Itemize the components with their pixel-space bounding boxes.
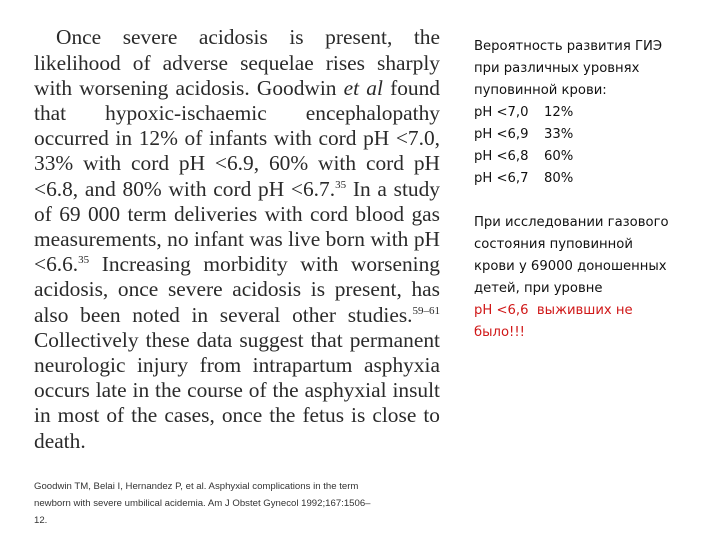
russian-summary bbox=[474, 36, 710, 344]
excerpt-part-1: found that hypoxic-ischaemic encephalopathy occurred in 12% of infants with cord pH <7.0, 33% with cord pH <6.9, 60% with cord pH <6.8, and 80% with cord pH <6.7. bbox=[34, 75, 440, 201]
summary-intro-line: Вероятность развития ГИЭ bbox=[474, 39, 663, 54]
ph-label: pH <7,0 bbox=[474, 105, 529, 120]
summary-highlight-line: pH <6,6 выживших не bbox=[474, 303, 633, 318]
reference-35-b: 35 bbox=[78, 254, 90, 267]
summary-study-line: состояния пуповинной bbox=[474, 237, 633, 252]
reference-35-a: 35 bbox=[335, 178, 347, 191]
summary-study-line: При исследовании газового bbox=[474, 215, 669, 230]
summary-study-line: крови у 69000 доношенных bbox=[474, 259, 667, 274]
excerpt-part-2: In a study of 69 000 term deliveries with cord blood gas measurements, no infant was live born with pH <6.6. bbox=[34, 176, 440, 277]
ph-row bbox=[474, 102, 710, 124]
excerpt-part-3: Increasing morbidity with worsening acidosis, once severe acidosis is present, has also been noted in several other studies. bbox=[34, 252, 440, 327]
ph-value: 80% bbox=[544, 171, 574, 186]
excerpt-et-al: et al bbox=[343, 75, 383, 100]
ph-label: pH <6,9 bbox=[474, 127, 529, 142]
ph-value: 60% bbox=[544, 149, 574, 164]
ph-label: pH <6,7 bbox=[474, 171, 529, 186]
ph-row bbox=[474, 168, 710, 190]
summary-highlight-line: было!!! bbox=[474, 325, 525, 340]
reference-59-61: 59–61 bbox=[412, 304, 440, 317]
ph-row bbox=[474, 124, 710, 146]
summary-study-line: детей, при уровне bbox=[474, 281, 603, 296]
scanned-excerpt bbox=[30, 0, 444, 453]
excerpt-paragraph bbox=[34, 25, 440, 453]
summary-intro-line: при различных уровнях bbox=[474, 61, 640, 76]
ph-value: 33% bbox=[544, 127, 574, 142]
citation: Goodwin TM, Belai I, Hernandez P, et al. Asphyxial complications in the term newborn with severe umbilical acidemia. Am J Obstet Gynecol 1992;167:1506–12. bbox=[34, 481, 371, 526]
ph-row bbox=[474, 146, 710, 168]
excerpt-part-4: Collectively these data suggest that permanent neurologic injury from intrapartum asphyxia occurs late in the course of the asphyxial insult in most of the cases, once the fetus is close to death. bbox=[34, 327, 440, 453]
summary-intro-line: пуповинной крови: bbox=[474, 83, 607, 98]
excerpt-lead: Once severe acidosis is present, the likelihood of adverse sequelae rises sharply with worsening acidosis. Goodwin bbox=[34, 25, 440, 100]
ph-value: 12% bbox=[544, 105, 574, 120]
ph-label: pH <6,8 bbox=[474, 149, 529, 164]
